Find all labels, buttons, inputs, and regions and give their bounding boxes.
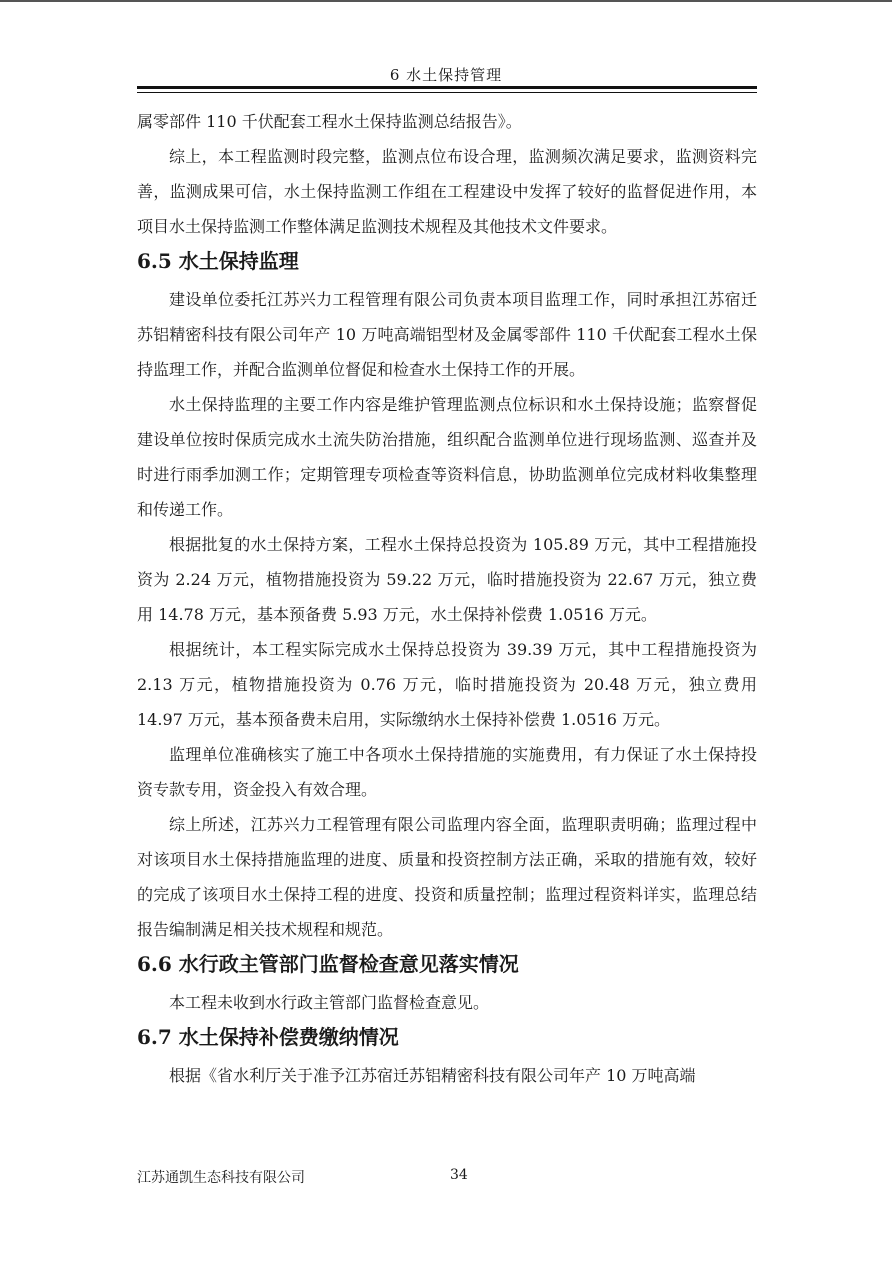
body-paragraph: 根据《省水利厅关于准予江苏宿迁苏铝精密科技有限公司年产 10 万吨高端 <box>169 1066 696 1085</box>
page-top-border <box>0 0 892 2</box>
body-paragraph: 根据批复的水土保持方案，工程水土保持总投资为 105.89 万元，其中工程措施投资为 2.24 万元，植物措施投资为 59.22 万元，临时措施投资为 22.67 万元，独立费用 14.78 万元，基本预备费 5.93 万元，水土保持补偿费 1.0516 万元。 <box>137 535 757 624</box>
body-paragraph: 监理单位准确核实了施工中各项水土保持措施的实施费用，有力保证了水土保持投资专款专用，资金投入有效合理。 <box>137 745 757 799</box>
header-rule-thin <box>137 92 757 93</box>
body-paragraph: 建设单位委托江苏兴力工程管理有限公司负责本项目监理工作，同时承担江苏宿迁苏铝精密科技有限公司年产 10 万吨高端铝型材及金属零部件 110 千伏配套工程水土保持监理工作，并配合监测单位督促和检查水土保持工作的开展。 <box>137 290 757 379</box>
footer-company: 江苏通凯生态科技有限公司 <box>137 1170 305 1186</box>
body-paragraph: 综上，本工程监测时段完整，监测点位布设合理，监测频次满足要求，监测资料完善，监测成果可信，水土保持监测工作组在工程建设中发挥了较好的监督促进作用，本项目水土保持监测工作整体满足监测技术规程及其他技术文件要求。 <box>137 147 757 236</box>
header-rule-thick <box>137 86 757 89</box>
section-heading: 6.6 水行政主管部门监督检查意见落实情况 <box>137 952 519 976</box>
body-paragraph: 属零部件 110 千伏配套工程水土保持监测总结报告》。 <box>137 112 522 131</box>
document-body <box>137 104 757 1093</box>
section-heading: 6.7 水土保持补偿费缴纳情况 <box>137 1025 399 1049</box>
body-paragraph: 水土保持监理的主要工作内容是维护管理监测点位标识和水土保持设施；监察督促建设单位按时保质完成水土流失防治措施，组织配合监测单位进行现场监测、巡查并及时进行雨季加测工作；定期管理专项检查等资料信息，协助监测单位完成材料收集整理和传递工作。 <box>137 395 757 519</box>
page-number: 34 <box>450 1167 468 1183</box>
body-paragraph: 本工程未收到水行政主管部门监督检查意见。 <box>169 993 490 1012</box>
section-heading: 6.5 水土保持监理 <box>137 249 299 273</box>
running-header: 6 水土保持管理 <box>389 66 503 84</box>
body-paragraph: 综上所述，江苏兴力工程管理有限公司监理内容全面，监理职责明确；监理过程中对该项目水土保持措施监理的进度、质量和投资控制方法正确，采取的措施有效，较好的完成了该项目水土保持工程的进度、投资和质量控制；监理过程资料详实，监理总结报告编制满足相关技术规程和规范。 <box>137 815 757 939</box>
body-paragraph: 根据统计，本工程实际完成水土保持总投资为 39.39 万元，其中工程措施投资为 2.13 万元，植物措施投资为 0.76 万元，临时措施投资为 20.48 万元，独立费用 14.97 万元，基本预备费未启用，实际缴纳水土保持补偿费 1.0516 万元。 <box>137 640 757 729</box>
